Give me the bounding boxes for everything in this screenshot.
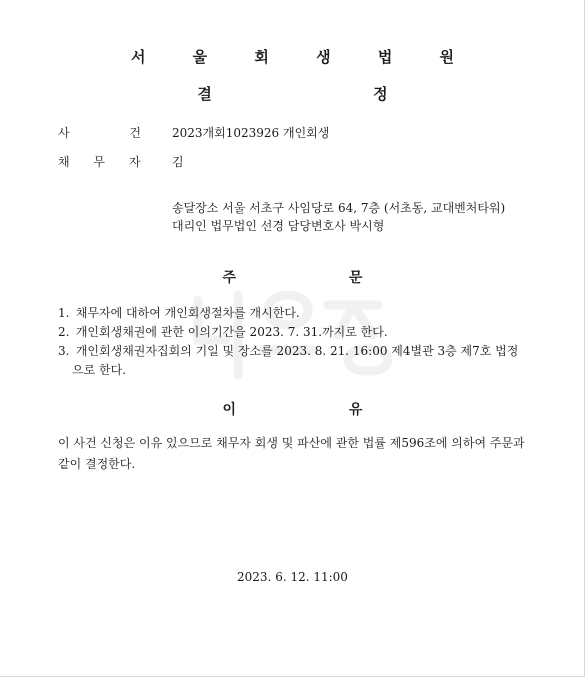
order-item-text: 채무자에 대하여 개인회생절차를 개시한다. <box>75 306 300 320</box>
order-item <box>58 342 538 360</box>
order-item-text: 개인회생채권자집회의 기일 및 장소를 2023. 8. 21. 16:00 제4별관 3층 제7호 법정 <box>75 344 519 358</box>
case-value: 2023개회1023926 개인회생 <box>172 126 330 140</box>
order-heading: 주 문 <box>222 270 417 286</box>
case-label: 사 건 <box>58 126 169 140</box>
reason-text: 이 사건 신청은 이유 있으므로 채무자 회생 및 파산에 관한 법률 제596조에 의하여 주문과 같이 결정한다. <box>58 436 525 471</box>
order-item-continuation: 으로 한다. <box>72 363 126 377</box>
document-type-title: 결 정 <box>197 85 466 103</box>
order-item <box>58 304 538 322</box>
order-item <box>58 323 538 341</box>
decision-date: 2023. 6. 12. 11:00 <box>237 570 348 584</box>
reason-heading: 이 유 <box>222 402 417 418</box>
agent-info: 대리인 법무법인 선경 담당변호사 박시형 <box>172 219 385 233</box>
debtor-label: 채 무 자 <box>58 155 151 169</box>
court-name: 서 울 회 생 법 원 <box>130 48 476 66</box>
order-item-number: 1. <box>58 306 70 320</box>
order-item-number: 3. <box>58 344 70 358</box>
order-item-number: 2. <box>58 325 70 339</box>
debtor-value: 김 <box>172 155 184 169</box>
order-item-text: 개인회생채권에 관한 이의기간을 2023. 7. 31.까지로 한다. <box>75 325 388 339</box>
service-address: 송달장소 서울 서초구 사임당로 64, 7층 (서초동, 교대벤처타워) <box>172 201 506 215</box>
